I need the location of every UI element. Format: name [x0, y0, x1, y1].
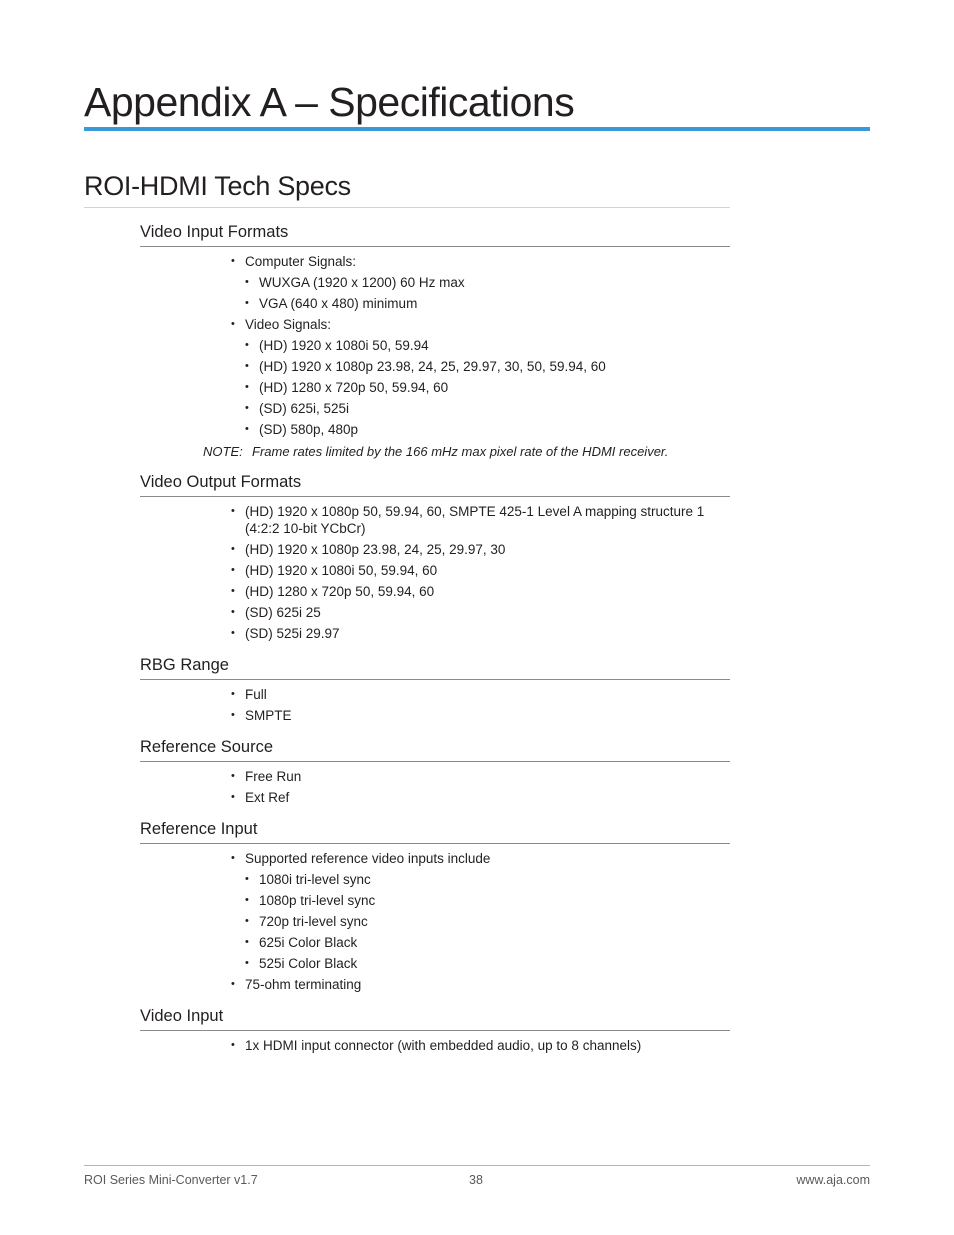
subsection-video-input	[140, 1005, 730, 1056]
nested-list-holder	[231, 869, 730, 974]
list-item: • (HD) 1920 x 1080p 23.98, 24, 25, 29.97, 30	[231, 539, 730, 560]
bullet-list	[140, 844, 730, 995]
list-item: • Full	[231, 684, 730, 705]
list-item: • SMPTE	[231, 705, 730, 726]
list-item: • (HD) 1280 x 720p 50, 59.94, 60	[245, 377, 730, 398]
subsection-reference-input	[140, 818, 730, 995]
list-item: • (SD) 580p, 480p	[245, 419, 730, 440]
footer-rule	[84, 1165, 870, 1166]
nested-bullet-list	[231, 869, 730, 974]
list-item: • Free Run	[231, 766, 730, 787]
list-item: • (SD) 625i 25	[231, 602, 730, 623]
subsection-title: Reference Source	[140, 736, 730, 762]
list-item: • (HD) 1920 x 1080i 50, 59.94	[245, 335, 730, 356]
list-item: • 1x HDMI input connector (with embedded audio, up to 8 channels)	[231, 1035, 730, 1056]
section-title: ROI-HDMI Tech Specs	[84, 171, 351, 201]
note	[203, 443, 730, 461]
list-item: • WUXGA (1920 x 1200) 60 Hz max	[245, 272, 730, 293]
nested-list-holder	[231, 272, 730, 314]
subsection-title: Reference Input	[140, 818, 730, 844]
list-item: • Ext Ref	[231, 787, 730, 808]
list-item: • (HD) 1920 x 1080p 50, 59.94, 60, SMPTE 425-1 Level A mapping structure 1 (4:2:2 10-bit YCbCr)	[231, 501, 730, 539]
subsection-rbg-range	[140, 654, 730, 726]
nested-bullet-list	[231, 272, 730, 314]
list-item: • Computer Signals:	[231, 251, 730, 272]
footer-website: www.aja.com	[796, 1173, 870, 1187]
list-item: • 1080i tri-level sync	[245, 869, 730, 890]
bullet-list	[140, 497, 730, 644]
subsection-reference-source	[140, 736, 730, 808]
note-text: Frame rates limited by the 166 mHz max pixel rate of the HDMI receiver.	[252, 444, 669, 459]
subsection-title: Video Input	[140, 1005, 730, 1031]
list-item: • Supported reference video inputs include	[231, 848, 730, 869]
bullet-list	[140, 762, 730, 808]
list-item: • (SD) 625i, 525i	[245, 398, 730, 419]
list-item: • 720p tri-level sync	[245, 911, 730, 932]
subsection-title: RBG Range	[140, 654, 730, 680]
list-item: • Video Signals:	[231, 314, 730, 335]
subsection-title: Video Output Formats	[140, 471, 730, 497]
chapter-title: Appendix A – Specifications	[84, 79, 575, 125]
note-label: NOTE:	[203, 444, 243, 459]
bullet-list	[140, 247, 730, 440]
subsection-title: Video Input Formats	[140, 221, 730, 247]
footer-document-title: ROI Series Mini-Converter v1.7	[84, 1173, 258, 1187]
nested-bullet-list	[231, 335, 730, 440]
list-item: • 1080p tri-level sync	[245, 890, 730, 911]
bullet-list	[140, 1031, 730, 1056]
footer-page-number: 38	[469, 1173, 483, 1187]
nested-list-holder	[231, 335, 730, 440]
list-item: • 75-ohm terminating	[231, 974, 730, 995]
list-item: • 525i Color Black	[245, 953, 730, 974]
chapter-title-rule	[84, 127, 870, 131]
section-title-rule	[84, 207, 730, 208]
subsection-video-output-formats	[140, 471, 730, 644]
bullet-list	[140, 680, 730, 726]
subsection-video-input-formats	[140, 221, 730, 461]
list-item: • VGA (640 x 480) minimum	[245, 293, 730, 314]
list-item: • (HD) 1280 x 720p 50, 59.94, 60	[231, 581, 730, 602]
list-item: • (HD) 1920 x 1080p 23.98, 24, 25, 29.97, 30, 50, 59.94, 60	[245, 356, 730, 377]
list-item: • 625i Color Black	[245, 932, 730, 953]
spec-content	[140, 221, 730, 1056]
list-item: • (HD) 1920 x 1080i 50, 59.94, 60	[231, 560, 730, 581]
list-item: • (SD) 525i 29.97	[231, 623, 730, 644]
